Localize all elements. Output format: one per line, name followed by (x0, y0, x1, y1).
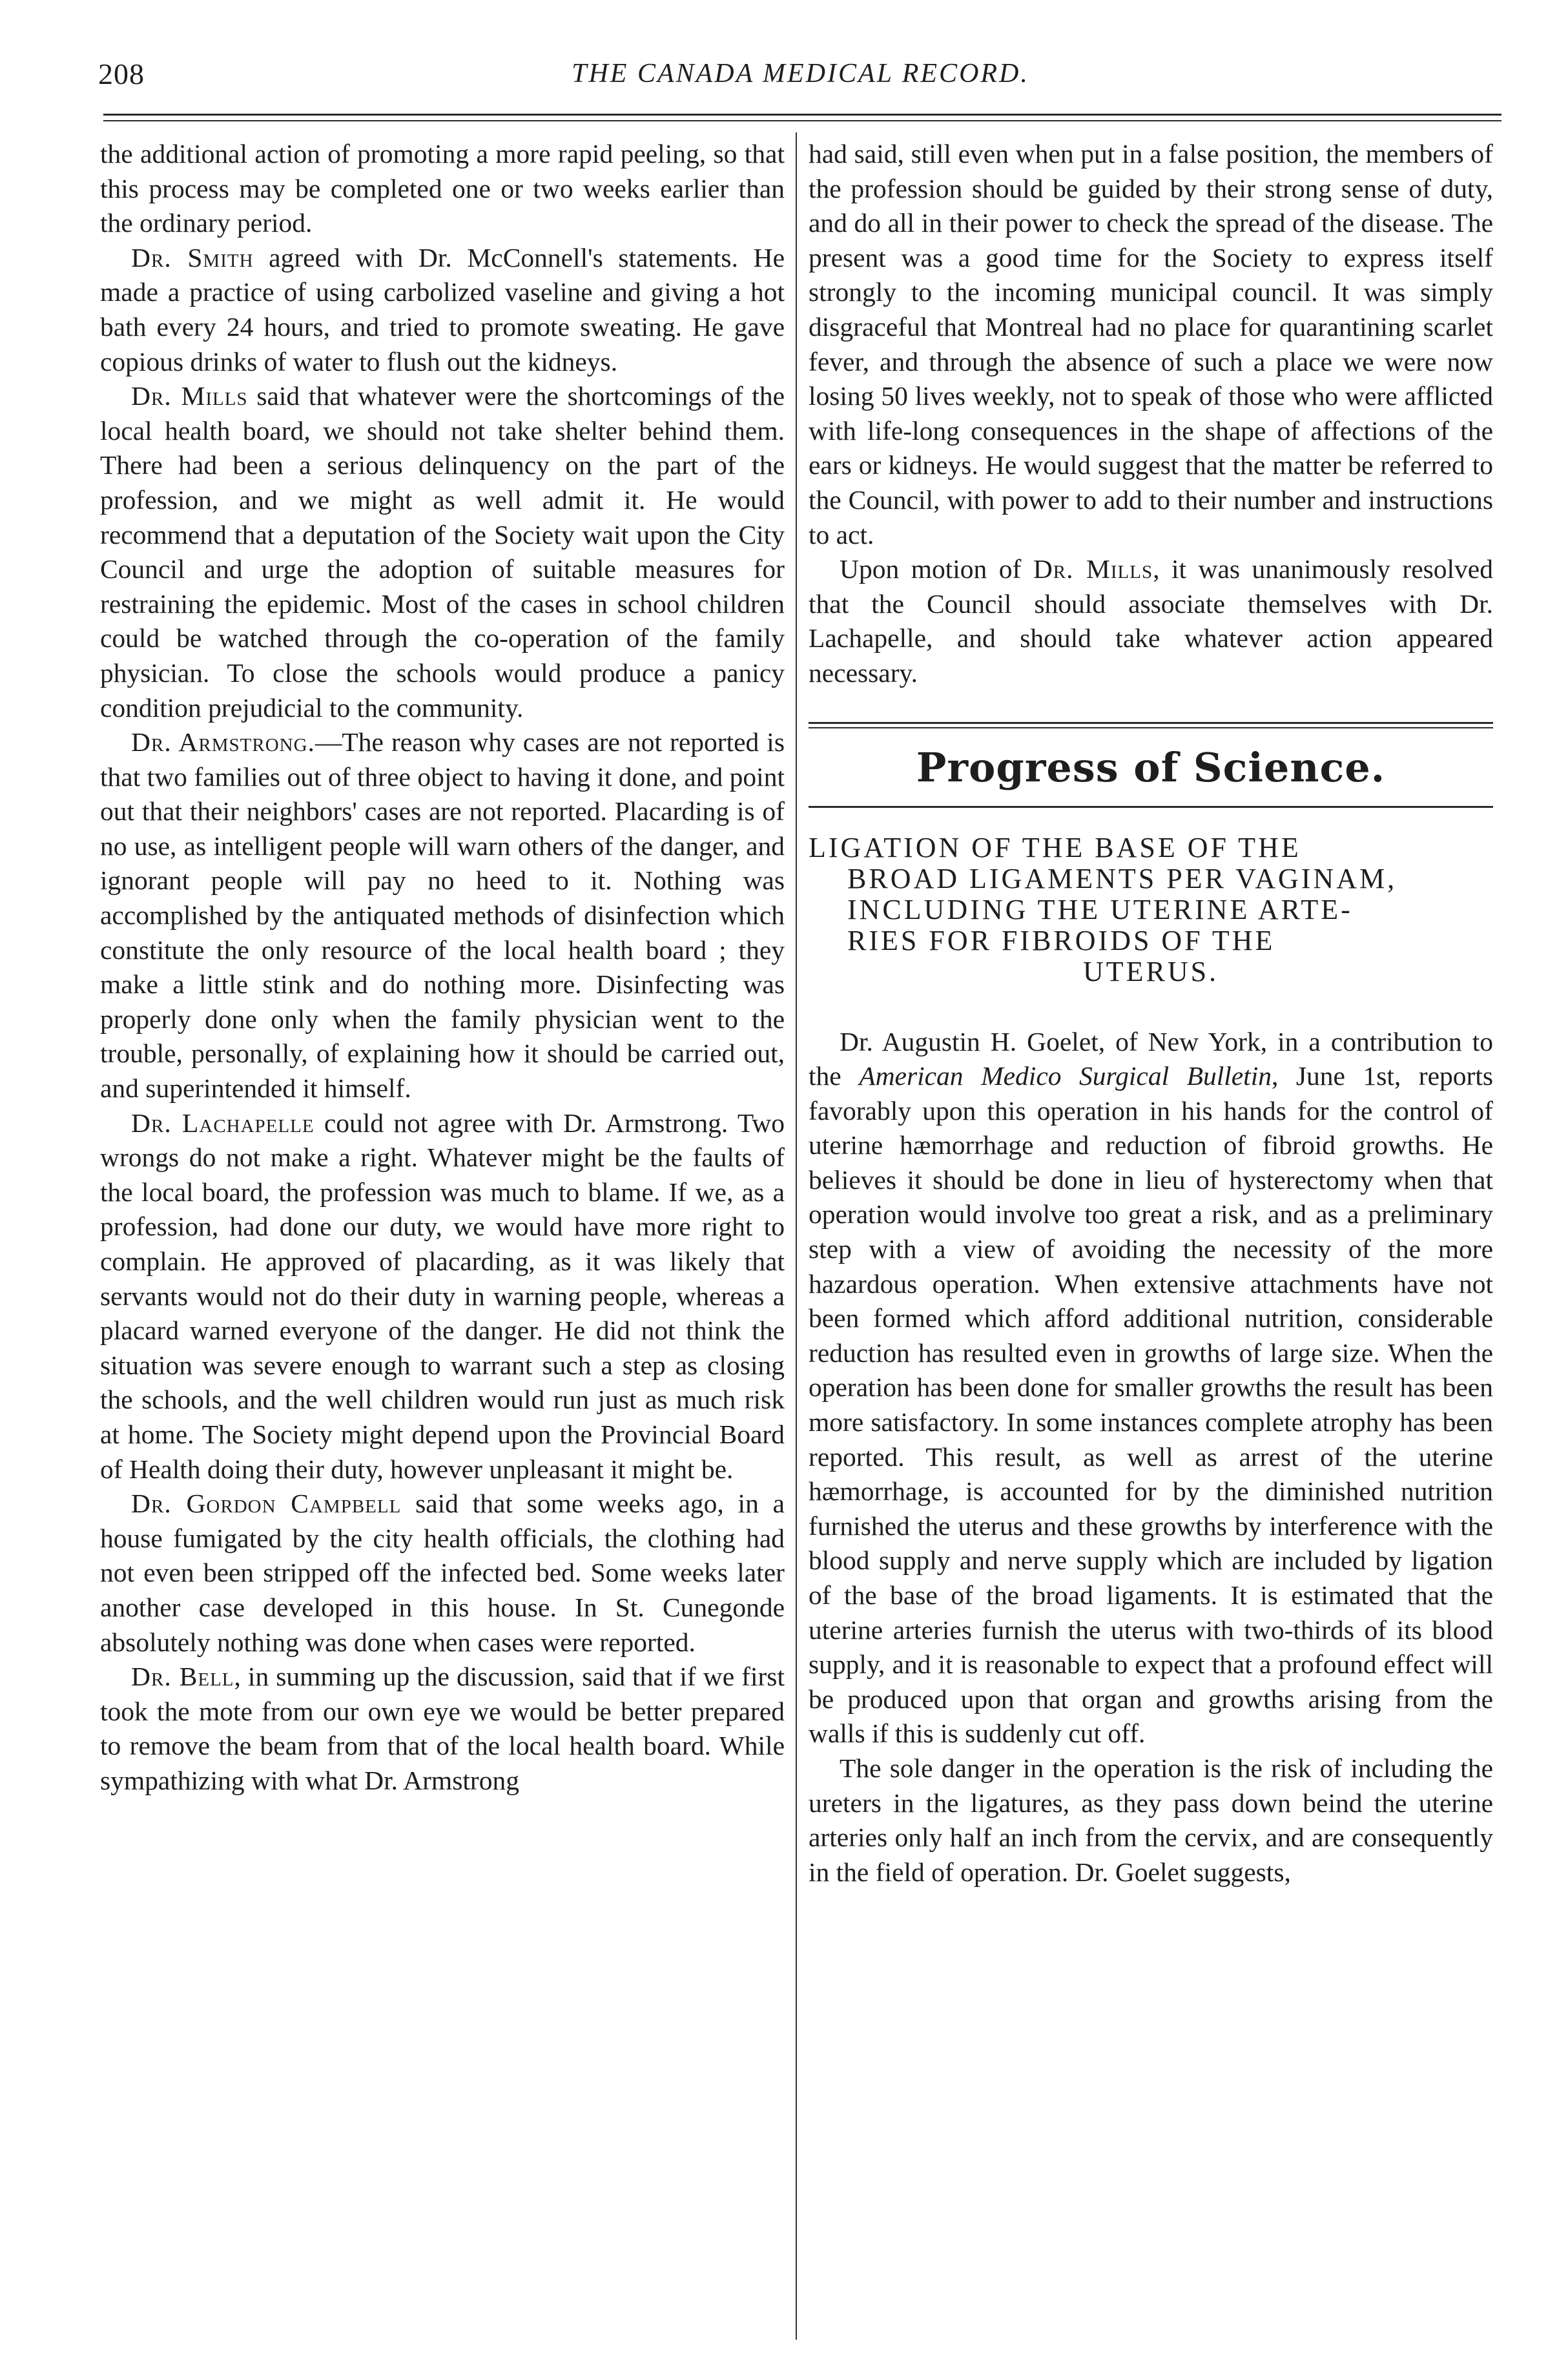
paragraph-text: Upon motion of (840, 554, 1033, 584)
paragraph: the additional action of promoting a more rapid peeling, so that this process may be completed one or two weeks earlier than the ordinary period. (100, 139, 785, 238)
speaker-name: Dr. Mills (1033, 554, 1153, 584)
paragraph (809, 1025, 1493, 1751)
paragraph-text: said that some weeks ago, in a house fumigated by the city health officials, the clothing had not even been stripped off the infected bed. Some weeks later another case developed in this house. In St. Cunegonde absolutely nothing was done when cases were reported. (100, 1489, 785, 1657)
section-rule-bottom (809, 806, 1493, 808)
paragraph (100, 241, 785, 379)
heading-line: LIGATION OF THE BASE OF THE (809, 831, 1301, 863)
paragraph (100, 1487, 785, 1660)
speaker-name: Dr. Smith (131, 242, 254, 273)
paragraph (100, 379, 785, 725)
speaker-name: Dr. Armstrong. (131, 727, 315, 757)
heading-line: BROAD LIGAMENTS PER VAGINAM, (847, 862, 1398, 894)
paragraph-text: , in summing up the discussion, said that if we first took the mote from our own eye we would be better prepared to remove the beam from that of the local health board. While sympathizing with what Dr. Armstrong (100, 1662, 785, 1795)
paragraph (100, 1106, 785, 1487)
header-rule-thin (103, 120, 1501, 121)
speaker-name: Dr. Mills (131, 381, 248, 411)
speaker-name: Dr. Bell (131, 1662, 234, 1692)
heading-line: UTERUS. (1082, 955, 1219, 987)
speaker-name: Dr. Gordon Campbell (131, 1489, 402, 1519)
section-title: Progress of Science. (916, 743, 1386, 791)
paragraph-text: , June 1st, reports favorably upon this operation in his hands for the control of uterine hæmorrhage and reduction of fibroid growths. He believes it should be done in lieu of hysterectomy when that operation would involve too great a risk, and as a preliminary step with a view of avoiding the necessity of the more hazardous operation. When extensive attachments have not been formed which afford additional nutrition, considerable reduction has resulted even in growths of large size. When the operation has been done for smaller growths the result has been more satisfactory. In some instances complete atrophy has been reported. This result, as well as arrest of the uterine hæmorrhage, is accounted for by the diminished nutrition furnished the uterus and these growths by interference with the blood supply and nerve supply which are included by ligation of the base of the broad ligaments. It is estimated that the uterine arteries furnish the uterus with two-thirds of its blood supply, and it is reasonable to expect that a profound effect will be produced upon that organ and growths arising from the walls if this is suddenly cut off. (809, 1061, 1494, 1749)
left-column (100, 137, 785, 1798)
page-header (98, 57, 1503, 96)
paragraph-text: could not agree with Dr. Armstrong. Two wrongs do not make a right. Whatever might be the faults of the local board, the profession was much to blame. If we, as a profession, had done our duty, we would have more right to complain. He approved of placarding, as it was likely that servants would not do their duty in warning people, whereas a placard warned everyone of the danger. He did not think the situation was severe enough to warrant such a step as closing the schools, and the well children would run just as much risk at home. The Society might depend upon the Provincial Board of Health doing their duty, however unpleasant it might be. (100, 1108, 785, 1484)
heading-line: RIES FOR FIBROIDS OF THE (847, 924, 1275, 956)
column-divider (796, 132, 797, 2340)
paragraph (100, 725, 785, 1106)
paragraph-text: , it was unanimously resolved that the Council should associate themselves with Dr. Lachapelle, and should take whatever action appeared necessary. (809, 554, 1493, 688)
paragraph-text: Dr. Augustin H. Goelet, of New York, in a contribution to the (809, 1026, 1493, 1091)
page-number: 208 (98, 57, 145, 90)
paragraph (100, 1660, 785, 1798)
paragraph: The sole danger in the operation is the risk of including the ureters in the ligatures, as they pass down beind the uterine arteries only half an inch from the cervix, and are consequently in the field of operation. Dr. Goelet suggests, (809, 1753, 1493, 1887)
article-heading (809, 832, 1493, 987)
header-rule (103, 114, 1501, 116)
section-rule (809, 722, 1493, 724)
section-divider (809, 722, 1493, 728)
paragraph-text: —The reason why cases are not reported is that two families out of three object to having it done, and point out that their neighbors' cases are not reported. Placarding is of no use, as intelligent people will warn others of the danger, and ignorant people will pay no heed to it. Nothing was accomplished by the antiquated methods of disinfection which constitute the only resource of the local health board ; they make a little stink and do nothing more. Disinfecting was properly done only when the family physician went to the trouble, personally, of explaining how it should be carried out, and superintended it himself. (100, 727, 785, 1104)
journal-title: American Medico Surgical Bulletin (859, 1061, 1272, 1091)
speaker-name: Dr. Lachapelle (131, 1108, 315, 1138)
right-column (809, 137, 1493, 1890)
paragraph: had said, still even when put in a false position, the members of the profession should be guided by their strong sense of duty, and do all in their power to check the spread of the disease. The present was a good time for the Society to express itself strongly to the incoming municipal council. It was simply disgraceful that Montreal had no place for quarantining scarlet fever, and through the absence of such a place we were now losing 50 lives weekly, not to speak of those who were afflicted with life-long consequences in the shape of affections of the ears or kidneys. He would suggest that the matter be referred to the Council, with power to add to their number and instructions to act. (809, 139, 1493, 550)
paragraph-text: agreed with Dr. McConnell's statements. He made a practice of using carbolized vaseline and giving a hot bath every 24 hours, and tried to promote sweating. He gave copious drinks of water to flush out the kidneys. (100, 242, 785, 376)
paragraph (809, 552, 1493, 690)
running-title: THE CANADA MEDICAL RECORD. (572, 59, 1029, 88)
paragraph-text: said that whatever were the shortcomings of the local health board, we should not take shelter behind them. There had been a serious delinquency on the part of the profession, and we might as well admit it. He would recommend that a deputation of the Society wait upon the City Council and urge the adoption of suitable measures for restraining the epidemic. Most of the cases in school children could be watched through the co-operation of the family physician. To close the schools would produce a panicy condition prejudicial to the community. (100, 381, 785, 723)
heading-line: INCLUDING THE UTERINE ARTE- (847, 893, 1353, 925)
